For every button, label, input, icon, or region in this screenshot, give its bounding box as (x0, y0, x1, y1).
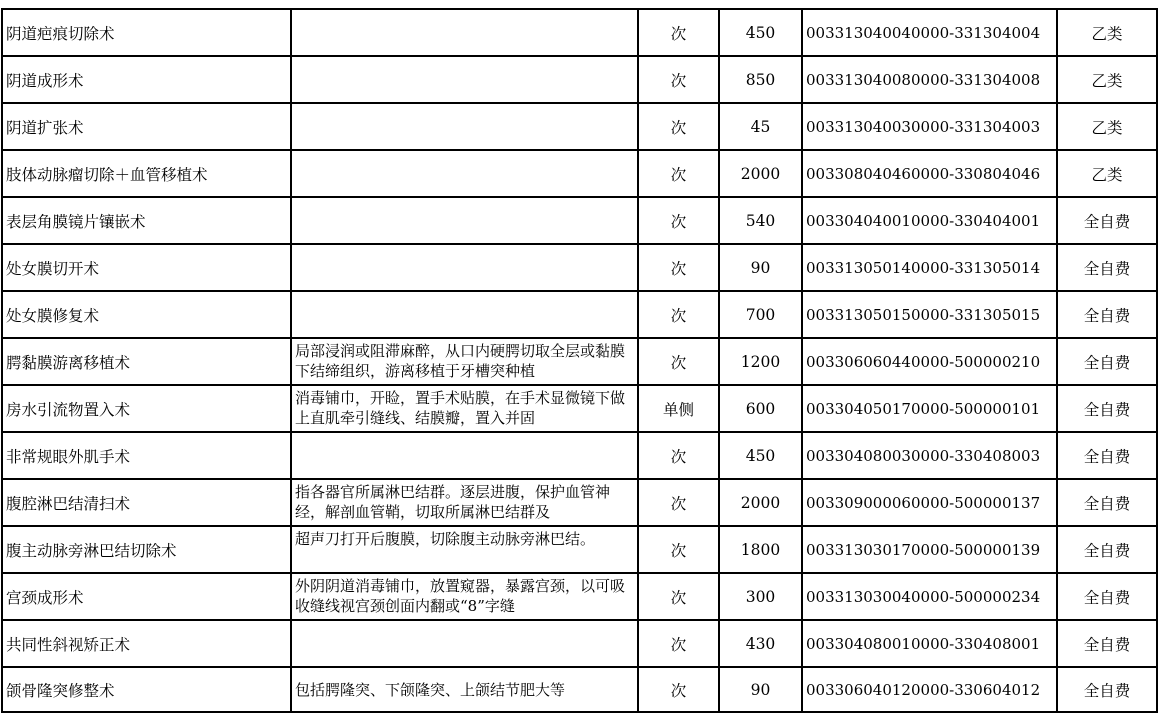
price-cell: 850 (719, 56, 802, 103)
description-cell (291, 620, 638, 667)
unit-cell: 次 (638, 150, 719, 197)
category-cell: 全自费 (1057, 526, 1157, 573)
table-row (2, 103, 1157, 150)
description-cell (291, 56, 638, 103)
description-text: 局部浸润或阻滞麻醉，从口内硬腭切取全层或黏膜下结缔组织，游离移植于牙槽突种植 (295, 342, 626, 380)
category-cell: 全自费 (1057, 479, 1157, 526)
table-row (2, 9, 1157, 56)
description-cell (291, 479, 638, 526)
item-name-cell: 房水引流物置入术 (2, 385, 291, 432)
code-cell: 003306040120000-330604012 (802, 667, 1057, 712)
price-cell: 600 (719, 385, 802, 432)
unit-cell: 次 (638, 338, 719, 385)
description-cell (291, 526, 638, 573)
code-cell: 003313040080000-331304008 (802, 56, 1057, 103)
unit-cell: 次 (638, 573, 719, 620)
description-cell (291, 291, 638, 338)
item-name-cell: 处女膜修复术 (2, 291, 291, 338)
fee-table (1, 8, 1158, 713)
unit-cell: 次 (638, 103, 719, 150)
category-cell: 全自费 (1057, 620, 1157, 667)
table-row (2, 573, 1157, 620)
code-cell: 003304080030000-330408003 (802, 432, 1057, 479)
item-name-cell: 处女膜切开术 (2, 244, 291, 291)
code-cell: 003313040030000-331304003 (802, 103, 1057, 150)
unit-cell: 次 (638, 667, 719, 712)
description-text (295, 623, 634, 665)
description-cell (291, 573, 638, 620)
price-cell: 450 (719, 432, 802, 479)
unit-cell: 次 (638, 526, 719, 573)
category-cell: 乙类 (1057, 150, 1157, 197)
category-cell: 乙类 (1057, 56, 1157, 103)
description-text (295, 247, 634, 289)
unit-cell: 单侧 (638, 385, 719, 432)
code-cell: 003313050150000-331305015 (802, 291, 1057, 338)
category-cell: 全自费 (1057, 667, 1157, 712)
table-row (2, 197, 1157, 244)
code-cell: 003308040460000-330804046 (802, 150, 1057, 197)
price-cell: 300 (719, 573, 802, 620)
category-cell: 全自费 (1057, 244, 1157, 291)
table-row (2, 385, 1157, 432)
table-row (2, 432, 1157, 479)
description-text (295, 59, 634, 101)
item-name-cell: 腭黏膜游离移植术 (2, 338, 291, 385)
table-row (2, 479, 1157, 526)
table-row (2, 56, 1157, 103)
category-cell: 全自费 (1057, 197, 1157, 244)
price-cell: 90 (719, 667, 802, 712)
category-cell: 乙类 (1057, 9, 1157, 56)
description-cell (291, 338, 638, 385)
description-text: 外阴阴道消毒铺巾，放置窥器，暴露宫颈，以可吸收缝线视宫颈创面内翻或“8”字缝 (295, 577, 626, 615)
code-cell: 003306060440000-500000210 (802, 338, 1057, 385)
code-cell: 003313030170000-500000139 (802, 526, 1057, 573)
category-cell: 全自费 (1057, 385, 1157, 432)
category-cell: 全自费 (1057, 432, 1157, 479)
unit-cell: 次 (638, 620, 719, 667)
price-cell: 45 (719, 103, 802, 150)
code-cell: 003309000060000-500000137 (802, 479, 1057, 526)
unit-cell: 次 (638, 432, 719, 479)
item-name-cell: 腹腔淋巴结清扫术 (2, 479, 291, 526)
item-name-cell: 颌骨隆突修整术 (2, 667, 291, 712)
description-cell (291, 667, 638, 712)
category-cell: 全自费 (1057, 291, 1157, 338)
unit-cell: 次 (638, 9, 719, 56)
table-row (2, 291, 1157, 338)
unit-cell: 次 (638, 56, 719, 103)
price-cell: 450 (719, 9, 802, 56)
table-row (2, 620, 1157, 667)
category-cell: 乙类 (1057, 103, 1157, 150)
description-text (295, 106, 634, 148)
description-cell (291, 244, 638, 291)
item-name-cell: 阴道成形术 (2, 56, 291, 103)
price-cell: 540 (719, 197, 802, 244)
description-text (295, 435, 634, 477)
unit-cell: 次 (638, 244, 719, 291)
description-text (295, 153, 634, 195)
item-name-cell: 表层角膜镜片镶嵌术 (2, 197, 291, 244)
item-name-cell: 宫颈成形术 (2, 573, 291, 620)
description-text (295, 294, 634, 336)
code-cell: 003304080010000-330408001 (802, 620, 1057, 667)
price-cell: 700 (719, 291, 802, 338)
category-cell: 全自费 (1057, 338, 1157, 385)
item-name-cell: 非常规眼外肌手术 (2, 432, 291, 479)
code-cell: 003313050140000-331305014 (802, 244, 1057, 291)
item-name-cell: 共同性斜视矫正术 (2, 620, 291, 667)
code-cell: 003313040040000-331304004 (802, 9, 1057, 56)
description-text (295, 12, 634, 54)
table-row (2, 526, 1157, 573)
table-body (2, 9, 1157, 712)
price-cell: 2000 (719, 479, 802, 526)
table-row (2, 150, 1157, 197)
price-cell: 1200 (719, 338, 802, 385)
table-row (2, 338, 1157, 385)
price-cell: 2000 (719, 150, 802, 197)
description-cell (291, 9, 638, 56)
item-name-cell: 阴道疤痕切除术 (2, 9, 291, 56)
item-name-cell: 阴道扩张术 (2, 103, 291, 150)
price-cell: 90 (719, 244, 802, 291)
description-text: 指各器官所属淋巴结群。逐层进腹，保护血管神经，解剖血管鞘，切取所属淋巴结群及 (295, 483, 611, 521)
price-cell: 1800 (719, 526, 802, 573)
code-cell: 003313030040000-500000234 (802, 573, 1057, 620)
description-text: 包括腭隆突、下颌隆突、上颌结节肥大等 (295, 680, 566, 699)
unit-cell: 次 (638, 197, 719, 244)
code-cell: 003304050170000-500000101 (802, 385, 1057, 432)
description-cell (291, 150, 638, 197)
table-row (2, 667, 1157, 712)
code-cell: 003304040010000-330404001 (802, 197, 1057, 244)
item-name-cell: 腹主动脉旁淋巴结切除术 (2, 526, 291, 573)
description-text (295, 200, 634, 242)
description-text: 消毒铺巾，开睑，置手术贴膜，在手术显微镜下做上直肌牵引缝线、结膜瓣，置入并固 (295, 389, 626, 427)
description-cell (291, 432, 638, 479)
description-cell (291, 197, 638, 244)
description-text: 超声刀打开后腹膜，切除腹主动脉旁淋巴结。 (295, 530, 596, 548)
description-cell (291, 385, 638, 432)
price-cell: 430 (719, 620, 802, 667)
unit-cell: 次 (638, 479, 719, 526)
category-cell: 全自费 (1057, 573, 1157, 620)
description-cell (291, 103, 638, 150)
table-row (2, 244, 1157, 291)
unit-cell: 次 (638, 291, 719, 338)
item-name-cell: 肢体动脉瘤切除＋血管移植术 (2, 150, 291, 197)
